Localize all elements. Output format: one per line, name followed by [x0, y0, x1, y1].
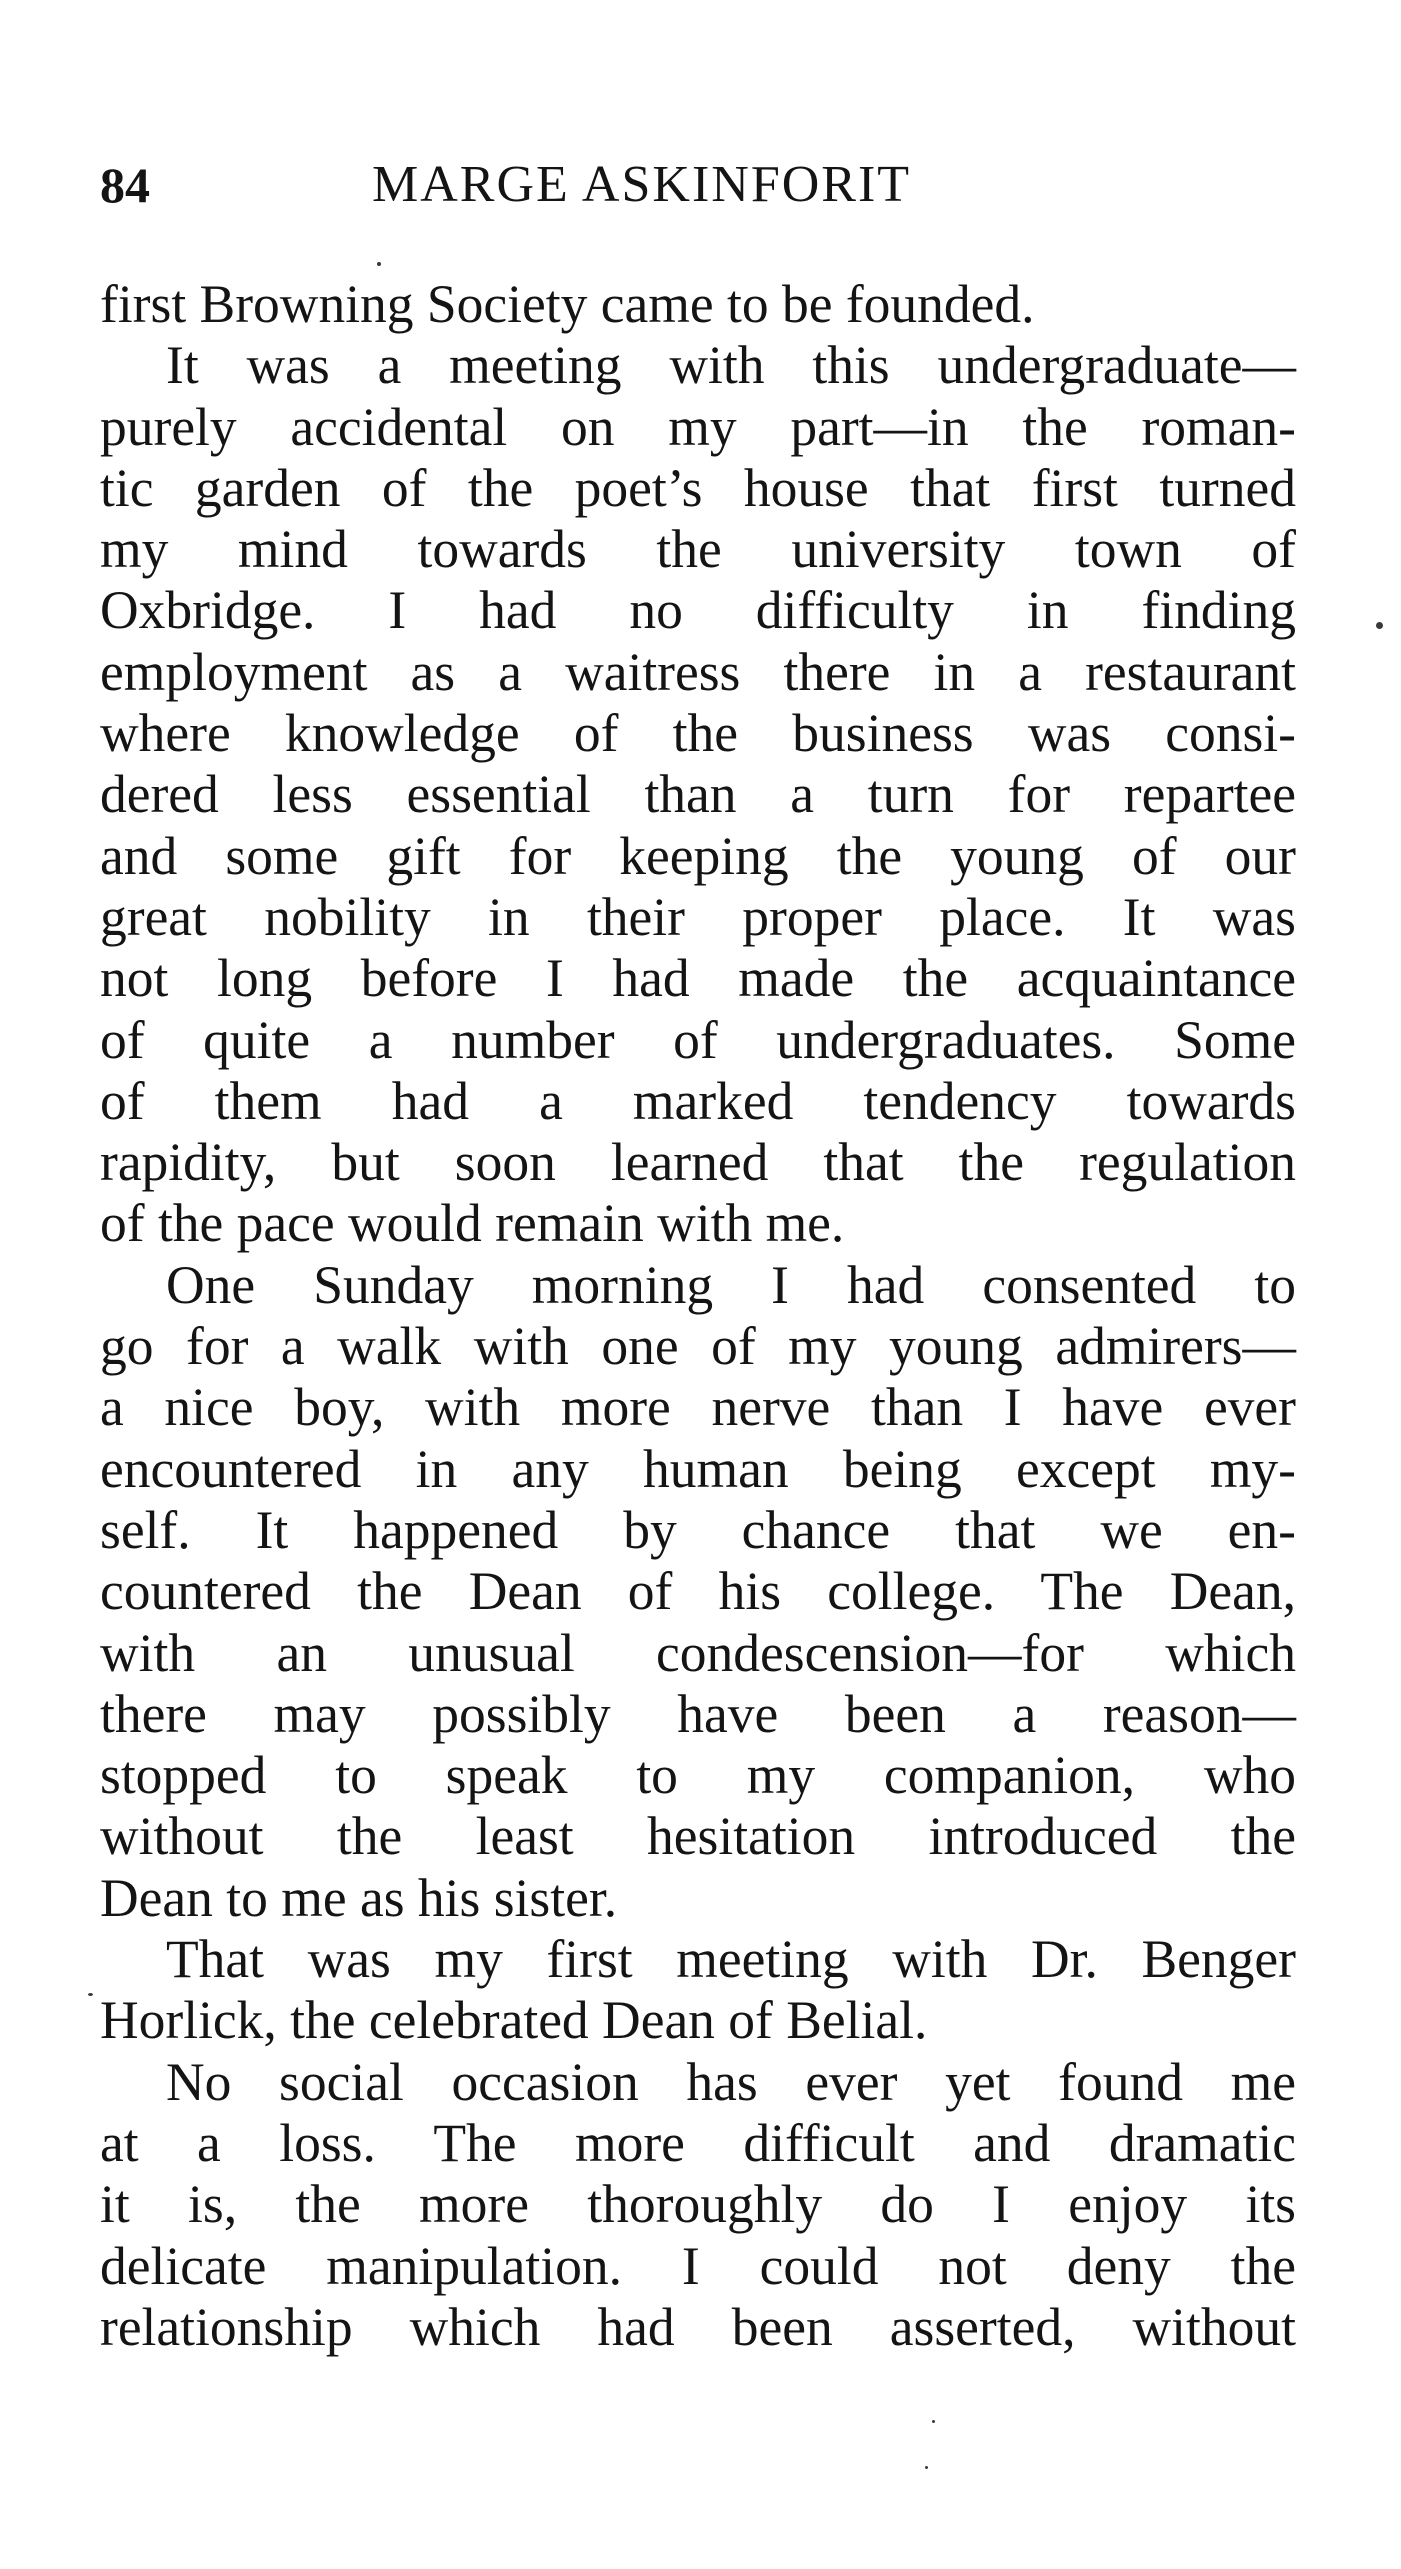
text-line: tic garden of the poet’s house that first turned — [100, 457, 1296, 518]
running-head — [100, 150, 1300, 220]
text-line: self. It happened by chance that we en- — [100, 1499, 1296, 1560]
page-number: 84 — [100, 157, 150, 213]
text-line: of them had a marked tendency towards — [100, 1070, 1296, 1131]
text-line: Oxbridge. I had no difficulty in finding — [100, 580, 1296, 641]
text-line: first Browning Society came to be founded. — [100, 274, 1035, 334]
text-line: great nobility in their proper place. It was — [100, 886, 1296, 947]
text-line: there may possibly have been a reason— — [100, 1683, 1296, 1744]
text-line: at a loss. The more difficult and dramatic — [100, 2112, 1296, 2173]
text-line: delicate manipulation. I could not deny the — [100, 2235, 1296, 2296]
text-line: with an unusual condescension—for which — [100, 1622, 1296, 1683]
text-line: employment as a waitress there in a restaurant — [100, 641, 1296, 702]
body-text — [100, 274, 1296, 2358]
text-line: go for a walk with one of my young admirers— — [100, 1316, 1296, 1377]
text-line: not long before I had made the acquaintance — [100, 948, 1296, 1009]
text-line: That was my first meeting with Dr. Benger — [166, 1929, 1296, 1990]
text-line: it is, the more thoroughly do I enjoy its — [100, 2174, 1296, 2235]
text-line: of quite a number of undergraduates. Some — [100, 1009, 1296, 1070]
text-line: One Sunday morning I had consented to — [166, 1254, 1296, 1315]
text-line: relationship which had been asserted, without — [100, 2296, 1296, 2357]
scan-speck — [932, 2420, 935, 2423]
text-line: and some gift for keeping the young of our — [100, 825, 1296, 886]
text-line: where knowledge of the business was consi- — [100, 703, 1296, 764]
text-line: of the pace would remain with me. — [100, 1193, 845, 1254]
text-line: No social occasion has ever yet found me — [166, 2051, 1296, 2112]
scan-speck — [925, 2466, 928, 2469]
text-line: encountered in any human being except my- — [100, 1438, 1296, 1499]
text-line: Dean to me as his sister. — [100, 1867, 618, 1928]
text-line: Horlick, the celebrated Dean of Belial. — [100, 1990, 928, 2051]
scan-speck — [377, 262, 381, 266]
text-line: a nice boy, with more nerve than I have ever — [100, 1377, 1296, 1438]
text-line: purely accidental on my part—in the roman- — [100, 396, 1296, 457]
running-title: MARGE ASKINFORIT — [372, 156, 912, 213]
text-line: rapidity, but soon learned that the regulation — [100, 1132, 1296, 1193]
scan-speck — [88, 1993, 93, 1996]
text-line: stopped to speak to my companion, who — [100, 1745, 1296, 1806]
text-line: countered the Dean of his college. The Dean, — [100, 1561, 1296, 1622]
text-line: It was a meeting with this undergraduate— — [166, 335, 1296, 396]
text-line: dered less essential than a turn for repartee — [100, 764, 1296, 825]
scan-speck — [1376, 622, 1383, 629]
text-line: without the least hesitation introduced the — [100, 1806, 1296, 1867]
text-line: my mind towards the university town of — [100, 519, 1296, 580]
